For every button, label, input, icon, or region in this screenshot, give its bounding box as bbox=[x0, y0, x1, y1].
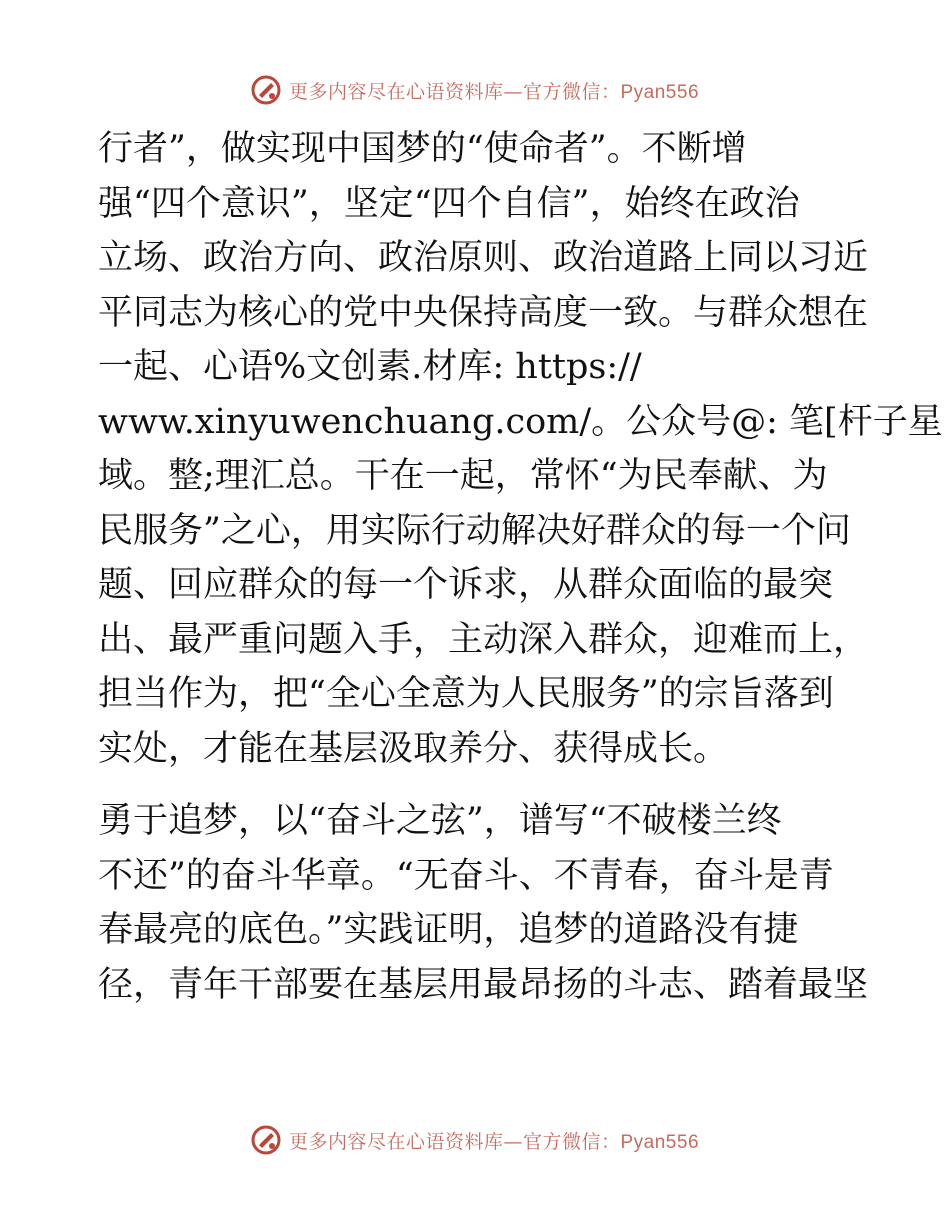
paragraph-1 bbox=[98, 122, 943, 776]
text-line: 强“四个意识”，坚定“四个自信”，始终在政治 bbox=[98, 183, 800, 224]
brand-logo-icon bbox=[251, 1125, 281, 1155]
text-line: 立场、政治方向、政治原则、政治道路上同以习近 bbox=[98, 238, 869, 278]
text-line: www.xinyuwenchuang.com/。公众号@: 笔[杆子星 bbox=[98, 401, 943, 442]
document-body bbox=[98, 122, 943, 1012]
watermark-separator: — bbox=[503, 1130, 523, 1153]
watermark-title: 更多内容尽在心语资料库 bbox=[288, 1130, 504, 1153]
watermark-text bbox=[289, 77, 699, 104]
text-line: 勇于追梦，以“奋斗之弦”，谱写“不破楼兰终 bbox=[98, 801, 782, 841]
text-line: 春最亮的底色。”实践证明，追梦的道路没有捷 bbox=[98, 910, 799, 950]
text-line: 径，青年干部要在基层用最昂扬的斗志、踏着最坚 bbox=[98, 964, 869, 1005]
watermark-wechat-handle: Pyan556 bbox=[620, 81, 700, 103]
watermark-wechat-label: 官方微信： bbox=[522, 80, 621, 103]
watermark-text bbox=[289, 1127, 699, 1154]
text-line: 出、最严重问题入手，主动深入群众，迎难而上， bbox=[98, 619, 869, 660]
paragraph-gap bbox=[98, 776, 858, 794]
text-line: 题、回应群众的每一个诉求，从群众面临的最突 bbox=[98, 565, 834, 605]
text-line: 民服务”之心，用实际行动解决好群众的每一个问 bbox=[98, 510, 851, 551]
footer-watermark-banner bbox=[0, 1120, 950, 1160]
text-line: 行者”，做实现中国梦的“使命者”。不断增 bbox=[98, 129, 747, 169]
text-line: 实处，才能在基层汲取养分、获得成长。 bbox=[98, 728, 729, 769]
text-line: 担当作为，把“全心全意为人民服务”的宗旨落到 bbox=[98, 674, 834, 714]
text-line: 不还”的奋斗华章。“无奋斗、不青春，奋斗是青 bbox=[98, 855, 834, 896]
watermark-wechat-label: 官方微信： bbox=[522, 1130, 621, 1153]
paragraph-2 bbox=[98, 794, 869, 1012]
watermark-title: 更多内容尽在心语资料库 bbox=[288, 80, 504, 103]
text-line: 一起、心语%文创素.材库: https:// bbox=[98, 347, 642, 387]
watermark-wechat-handle: Pyan556 bbox=[620, 1131, 700, 1153]
text-line: 平同志为核心的党中央保持高度一致。与群众想在 bbox=[98, 292, 869, 333]
header-watermark-banner bbox=[0, 70, 950, 110]
watermark-separator: — bbox=[503, 80, 523, 103]
text-line: 域。整;理汇总。干在一起，常怀“为民奉献、为 bbox=[98, 456, 828, 496]
brand-logo-icon bbox=[251, 75, 281, 105]
